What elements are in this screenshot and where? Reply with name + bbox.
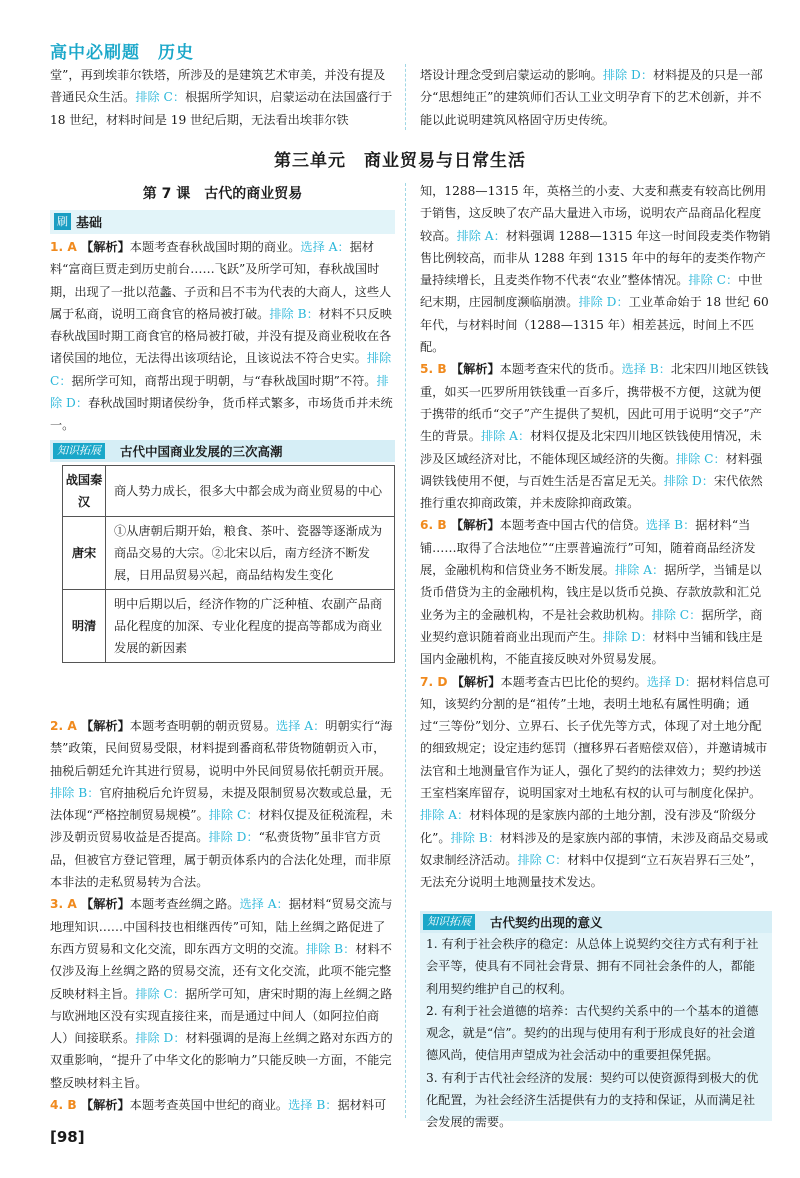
option-marker: 排除 A： — [456, 228, 506, 243]
option-marker: 排除 C： — [50, 351, 392, 388]
brush-icon: 刷 — [54, 213, 71, 230]
section-basic-bar — [50, 210, 395, 234]
knowledge-box-1-bar — [50, 440, 395, 462]
answer-number: 5. B — [420, 362, 451, 377]
text-run: 材料仅提及征税流程，未涉及朝贡贸易收益是否提高。 — [50, 808, 393, 845]
desc-cell: ①从唐朝后期开始，粮食、茶叶、瓷器等逐渐成为商品交易的大宗。②北宋以后，南方经济不断发展，日用品贸易兴起，商品结构发生变化 — [106, 517, 395, 590]
paragraph — [420, 671, 772, 894]
text-run: 据所学，当铺是以货币借贷为主的金融机构，钱庄是以货币兑换、存款放款和汇兑业务为主的金融机构，不是社会救助机构。 — [420, 563, 762, 622]
text-run: 材料强调的是海上丝绸之路对东西方的双重影响，“提升了中华文化的影响力”只能反映一方面，不能完整反映材料主旨。 — [50, 1031, 393, 1090]
text-run: 材料仅提及北宋四川地区铁钱使用情况，未涉及区域经济对比，不能体现区域经济的失衡。 — [420, 429, 762, 466]
option-marker: 排除 C： — [208, 808, 259, 823]
analysis-label: 【解析】 — [450, 518, 500, 533]
text-run: 工业革命始于 18 世纪 60 年代，与材料时间（1288—1315 年）相差甚远，时间上不匹配。 — [420, 295, 769, 355]
option-marker: 排除 B： — [269, 306, 319, 321]
paragraph — [420, 514, 772, 670]
text-run: 材料强调铁钱使用不便，与百姓生活是否富足无关。 — [420, 451, 763, 488]
text-run: 据材料可 — [337, 1098, 387, 1113]
paragraph — [50, 893, 395, 1094]
text-run: 堂”，再到埃菲尔铁塔，所涉及的是建筑艺术审美，并没有提及普通民众生活。 — [50, 68, 386, 105]
option-marker: 选择 B： — [288, 1098, 338, 1113]
top-right-text — [420, 64, 772, 144]
page-header — [50, 38, 770, 66]
paragraph — [50, 715, 395, 893]
option-marker: 排除 D： — [135, 1031, 186, 1046]
text-run: 春秋战国时期诸侯纷争，货币样式繁多，市场货币并未统一。 — [50, 396, 393, 433]
analysis-label: 【解析】 — [81, 240, 130, 254]
page-number: [98] — [50, 1128, 85, 1146]
text-run: 据所学可知，商帮出现于明朝，与“春秋战国时期”不符。 — [71, 373, 377, 388]
option-marker: 选择 A： — [276, 719, 326, 733]
paragraph — [420, 358, 772, 514]
option-marker: 排除 D： — [578, 295, 629, 310]
option-marker: 排除 C： — [517, 852, 568, 867]
box-item: 3. 有利于古代社会经济的发展：契约可以使资源得到极大的优化配置，为社会经济生活提供有力的支持和保证，从而满足社会发展的需要。 — [426, 1070, 759, 1130]
option-marker: 选择 A： — [239, 897, 289, 912]
option-marker: 排除 C： — [135, 90, 186, 105]
option-marker: 排除 A： — [480, 429, 531, 444]
page-number-value: 98 — [56, 1128, 78, 1146]
option-marker: 排除 D： — [602, 68, 654, 82]
text-run: 材料不仅涉及海上丝绸之路的贸易交流，还有文化交流，此项不能完整反映材料主旨。 — [50, 941, 392, 1001]
text-run: 中世纪末期，庄园制度濒临崩溃。 — [420, 273, 763, 310]
option-marker: 选择 B： — [621, 362, 671, 377]
text-run: 根据所学知识，启蒙运动在法国盛行于 18 世纪，材料时间是 19 世纪后期，无法看出埃菲尔铁 — [50, 90, 393, 127]
era-cell: 明清 — [63, 590, 106, 663]
era-cell: 唐宋 — [63, 517, 106, 590]
option-marker: 排除 B： — [305, 941, 356, 956]
paragraph — [50, 236, 395, 437]
text-run: 本题考查中国古代的信贷。 — [499, 518, 646, 533]
knowledge-tag: 知识拓展 — [423, 914, 475, 930]
text-run: 北宋四川地区铁钱重，如买一匹罗所用铁钱重一百多斤，携带极不方便，这就为便于携带的纸币“交子”产生提供了契机，因此可用于说明“交子”产生的背景。 — [420, 362, 769, 444]
text-run: 材料强调 1288—1315 年这一时间段麦类作物销售比例较高，而非从 1288 年到 1315 年中的每年的麦类作物产量持续增长，且麦类作物不代表“农业”整体情况。 — [420, 228, 771, 288]
text-run: 据材料“富商巨贾走到历史前台……飞跃”及所学可知，春秋战国时期，出现了一批以范蠡、子贡和吕不韦为代表的大商人，这些人属于私商，说明工商食官的格局被打破。 — [50, 240, 392, 321]
answer-number: 1. A — [50, 240, 82, 254]
text-run: 官府抽税后允许贸易，未提及限制贸易次数或总量，无法体现“严格控制贸易规模”。 — [50, 785, 392, 823]
analysis-label: 【解析】 — [80, 1098, 130, 1113]
text-run: 据所学可知，唐宋时期的海上丝绸之路与欧洲地区没有实现直接往来，而是通过中间人（如阿拉伯商人）间接联系。 — [50, 986, 393, 1046]
paragraph — [50, 64, 395, 131]
text-run: 塔设计理念受到启蒙运动的影响。 — [420, 68, 603, 82]
text-run: 材料不只反映春秋战国时期工商食官的格局被打破，并没有提及商业税收在各诸侯国的地位，无法得出该项结论，且该说法不符合史实。 — [50, 306, 392, 366]
table-row — [63, 466, 395, 517]
option-marker: 排除 D： — [208, 830, 259, 845]
paragraph — [420, 180, 772, 358]
paragraph — [50, 1094, 395, 1116]
option-marker: 排除 D： — [50, 373, 389, 411]
text-run: 知，1288—1315 年，英格兰的小麦、大麦和燕麦有较高比例用于销售，这反映了农产品大量进入市场，说明农产品商品化程度较高。 — [420, 184, 767, 243]
era-cell: 战国秦汉 — [63, 466, 106, 517]
column-divider — [405, 64, 406, 130]
answer-1 — [50, 236, 395, 437]
text-run: 材料体现的是家族内部的土地分割，没有涉及“阶级分化”。 — [420, 808, 756, 845]
lesson-title: 第 7 课 古代的商业贸易 — [142, 186, 303, 202]
book-title: 高中必刷题 历史 — [50, 43, 194, 63]
text-run: 本题考查春秋战国时期的商业。 — [129, 240, 301, 254]
text-run: 材料涉及的是家族内部的事情，未涉及商品交易或奴隶制经济活动。 — [420, 830, 769, 867]
top-left-text — [50, 64, 395, 144]
answer-number: 2. A — [50, 719, 82, 733]
option-marker: 选择 A： — [300, 240, 350, 254]
table-row — [63, 517, 395, 590]
desc-cell: 明中后期以后，经济作物的广泛种植、农副产品商品化程度的加深、专业化程度的提高等都成为商业发展的新因素 — [106, 590, 395, 663]
unit-title: 第三单元 商业贸易与日常生活 — [274, 151, 526, 171]
box-item: 1. 有利于社会秩序的稳定：从总体上说契约交往方式有利于社会平等，使具有不同社会背景、拥有不同社会条件的人，都能利用契约维护自己的权利。 — [426, 937, 759, 996]
text-run: 材料中仅提到“立石灰岩界石三处”，无法充分说明土地测量技术发达。 — [420, 852, 763, 890]
option-marker: 排除 B： — [50, 785, 100, 800]
knowledge-box-2-title: 古代契约出现的意义 — [490, 915, 603, 930]
option-marker: 排除 B： — [450, 830, 501, 845]
knowledge-box-2 — [420, 933, 772, 1130]
option-marker: 选择 D： — [646, 674, 697, 689]
text-run: 材料提及的只是一部分“思想纯正”的建筑师们否认工业文明孕育下的艺术创新，并不能以此说明建筑风格固守历史传统。 — [420, 68, 763, 127]
text-run: 据材料信息可知，该契约分割的是“祖传”土地，表明土地私有属性明确；通过“三等份”划分、立界石、长子优先等方式，体现了对土地分配的细致规定；设定违约惩罚（擅移界石者赔偿双倍），并邀请城市法官和土地测量官作为证人，强化了契约的法律效力；契约抄送王室档案库留存，说明国家对土地私有权的认可与制度化保护。 — [420, 674, 771, 801]
knowledge-box-1-title: 古代中国商业发展的三次高潮 — [120, 444, 283, 459]
paragraph — [420, 64, 772, 131]
table-row — [63, 590, 395, 663]
answer-number: 4. B — [50, 1098, 81, 1113]
analysis-label: 【解析】 — [81, 897, 130, 912]
analysis-label: 【解析】 — [81, 719, 130, 733]
text-run: 本题考查丝绸之路。 — [129, 897, 240, 912]
answer-number: 7. D — [420, 674, 452, 689]
option-marker: 选择 B： — [645, 518, 696, 533]
text-run: 本题考查古巴比伦的契约。 — [500, 674, 647, 689]
answers-4-7 — [420, 180, 772, 894]
option-marker: 排除 C： — [651, 607, 702, 622]
text-run: 明朝实行“海禁”政策，民间贸易受限，材料提到番商私带货物随朝贡入市，抽税后朝廷允许其进行贸易，说明中外民间贸易依托朝贡开展。 — [50, 719, 393, 778]
text-run: “私赍货物”虽非官方贡品，但被官方登记管理，属于朝贡体系内的合法化处理，而非原本非法的走私贸易转为合法。 — [50, 830, 392, 890]
answer-number: 3. A — [50, 897, 82, 912]
text-run: 据材料“贸易交流与地理知识……中国科技也相继西传”可知，陆上丝绸之路促进了东西方贸易和文化交流，即东西方文明的交流。 — [50, 897, 393, 956]
option-marker: 排除 A： — [420, 808, 470, 823]
column-divider-main — [405, 183, 406, 1118]
analysis-label: 【解析】 — [450, 362, 500, 377]
commerce-peaks-table — [62, 465, 395, 663]
text-run: 本题考查宋代的货币。 — [499, 362, 622, 377]
option-marker: 排除 D： — [602, 629, 654, 644]
option-marker: 排除 A： — [615, 563, 665, 578]
text-run: 宋代依然推行重农抑商政策，并未废除抑商政策。 — [420, 473, 763, 511]
text-run: 据材料“当铺……取得了合法地位”“庄票普遍流行”可知，随着商品经济发展，金融机构和信贷业务不断发展。 — [420, 518, 756, 578]
option-marker: 排除 C： — [135, 986, 186, 1001]
text-run: 材料中当铺和钱庄是国内金融机构，不能直接反映对外贸易发展。 — [420, 629, 763, 667]
option-marker: 排除 D： — [663, 473, 714, 488]
option-marker: 排除 C： — [675, 451, 726, 466]
option-marker: 排除 C： — [688, 273, 739, 288]
answers-2-4 — [50, 715, 395, 1116]
desc-cell: 商人势力成长，很多大中都会成为商业贸易的中心 — [106, 466, 395, 517]
answer-number: 6. B — [420, 518, 451, 533]
knowledge-tag: 知识拓展 — [53, 443, 105, 459]
analysis-label: 【解析】 — [451, 674, 501, 689]
text-run: 本题考查英国中世纪的商业。 — [129, 1098, 289, 1113]
text-run: 据所学，商业契约意识随着商业出现而产生。 — [420, 607, 763, 644]
box-item: 2. 有利于社会道德的培养：古代契约关系中的一个基本的道德观念，就是“信”。契约的出现与使用有利于形成良好的社会道德风尚，使信用声望成为社会活动中的重要担保凭据。 — [426, 1003, 759, 1063]
text-run: 本题考查明朝的朝贡贸易。 — [129, 719, 277, 733]
knowledge-box-2-bar — [420, 911, 772, 933]
section-basic-label: 基础 — [76, 216, 103, 231]
